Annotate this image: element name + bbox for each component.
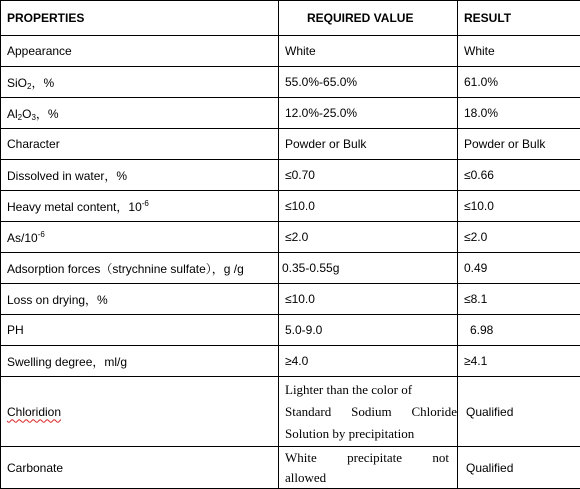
result-cell: ≥4.1 <box>458 346 580 377</box>
property-cell <box>1 67 279 98</box>
required-cell <box>279 377 458 447</box>
required-line: Lighter than the color of <box>285 379 457 401</box>
table-row <box>1 160 580 191</box>
result-cell: 61.0% <box>458 67 580 98</box>
required-line: allowed <box>285 468 457 488</box>
table-row <box>1 447 580 489</box>
header-result: RESULT <box>458 1 580 36</box>
property-text: Al <box>7 107 18 121</box>
table-row <box>1 129 580 160</box>
table-row <box>1 284 580 315</box>
header-row <box>1 1 580 36</box>
result-cell: ≤8.1 <box>458 284 580 315</box>
required-cell: ≤0.70 <box>279 160 458 191</box>
result-cell: Qualified <box>458 447 580 489</box>
property-text: As/10 <box>7 231 38 245</box>
required-line: Solution by precipitation <box>285 423 457 445</box>
required-cell: Powder or Bulk <box>279 129 458 160</box>
table-row <box>1 346 580 377</box>
required-line: White precipitate not <box>285 448 457 468</box>
property-text: SiO <box>7 76 27 90</box>
required-cell: 12.0%-25.0% <box>279 98 458 129</box>
required-cell: White <box>279 36 458 67</box>
property-cell <box>1 377 279 447</box>
table-row <box>1 315 580 346</box>
table-row <box>1 377 580 447</box>
header-properties: PROPERTIES <box>1 1 279 36</box>
superscript: -6 <box>142 199 149 208</box>
result-cell: 6.98 <box>458 315 580 346</box>
required-cell: ≤2.0 <box>279 222 458 253</box>
result-cell: ≤2.0 <box>458 222 580 253</box>
result-cell: ≤10.0 <box>458 191 580 222</box>
header-required-value: REQUIRED VALUE <box>279 1 458 36</box>
property-cell <box>1 222 279 253</box>
result-cell: Powder or Bulk <box>458 129 580 160</box>
result-cell: 18.0% <box>458 98 580 129</box>
property-cell: Carbonate <box>1 447 279 489</box>
required-cell: 5.0-9.0 <box>279 315 458 346</box>
property-text: Heavy metal content，10 <box>7 200 142 214</box>
required-cell <box>279 447 458 489</box>
required-cell: ≤10.0 <box>279 191 458 222</box>
property-text: O <box>22 107 31 121</box>
property-cell <box>1 98 279 129</box>
subscript: 2 <box>27 82 31 91</box>
property-cell: Appearance <box>1 36 279 67</box>
property-cell: Character <box>1 129 279 160</box>
property-cell: Loss on drying，% <box>1 284 279 315</box>
property-text: Chloridion <box>7 405 61 419</box>
required-cell: ≤10.0 <box>279 284 458 315</box>
result-cell: Qualified <box>458 377 580 447</box>
property-cell <box>1 191 279 222</box>
property-unit: ，% <box>31 76 54 90</box>
property-unit: ，% <box>36 107 59 121</box>
table-row <box>1 67 580 98</box>
property-cell: Swelling degree，ml/g <box>1 346 279 377</box>
table-row <box>1 191 580 222</box>
result-cell: White <box>458 36 580 67</box>
required-line: Standard Sodium Chloride <box>285 401 457 423</box>
subscript: 3 <box>31 113 35 122</box>
table-row <box>1 253 580 284</box>
property-cell: PH <box>1 315 279 346</box>
table-row <box>1 222 580 253</box>
property-cell: Dissolved in water，% <box>1 160 279 191</box>
property-cell: Adsorption forces（strychnine sulfate），g /g <box>1 253 279 284</box>
table-row <box>1 36 580 67</box>
required-cell: 0.35-0.55g <box>279 253 458 284</box>
required-cell: 55.0%-65.0% <box>279 67 458 98</box>
result-cell: ≤0.66 <box>458 160 580 191</box>
result-cell: 0.49 <box>458 253 580 284</box>
required-cell: ≥4.0 <box>279 346 458 377</box>
superscript: -6 <box>38 230 45 239</box>
table-row <box>1 98 580 129</box>
subscript: 2 <box>18 113 22 122</box>
